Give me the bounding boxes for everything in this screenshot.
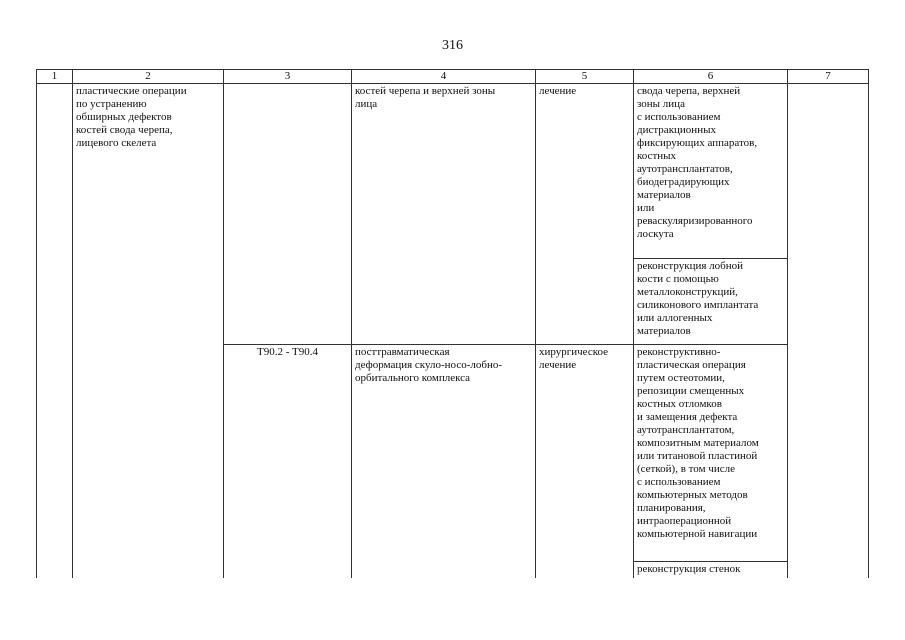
col-header-1: 1 bbox=[37, 70, 73, 84]
extra-cell bbox=[788, 84, 869, 579]
col-header-4: 4 bbox=[352, 70, 536, 84]
method-cell: свода черепа, верхней зоны лица с использованием дистракционных фиксирующих аппаратов, костных аутотрансплантатов, биодеградирующих материалов или реваскуляризированного лоскута bbox=[634, 84, 788, 259]
number-cell bbox=[37, 84, 73, 579]
col-header-2: 2 bbox=[73, 70, 224, 84]
col-header-3: 3 bbox=[224, 70, 352, 84]
code-cell: T90.2 - T90.4 bbox=[224, 345, 352, 579]
procedures-table bbox=[36, 69, 869, 578]
diagnosis-cell: посттравматическая деформация скуло-носо-лобно- орбитального комплекса bbox=[352, 345, 536, 579]
treatment-cell: хирургическое лечение bbox=[536, 345, 634, 579]
col-header-5: 5 bbox=[536, 70, 634, 84]
method-cell: реконструктивно- пластическая операция путем остеотомии, репозиции смещенных костных отломков и замещения дефекта аутотрансплантатом, композитным материалом или титановой пластиной (сеткой), в том числе с использованием компьютерных методов планирования, интраоперационной компьютерной навигации bbox=[634, 345, 788, 562]
treatment-cell: лечение bbox=[536, 84, 634, 345]
method-cell: реконструкция стенок bbox=[634, 562, 788, 579]
method-cell: реконструкция лобной кости с помощью металлоконструкций, силиконового имплантата или аллогенных материалов bbox=[634, 259, 788, 345]
column-number-row bbox=[37, 70, 869, 84]
diagnosis-cell: костей черепа и верхней зоны лица bbox=[352, 84, 536, 345]
code-cell bbox=[224, 84, 352, 345]
table-row bbox=[37, 84, 869, 259]
col-header-6: 6 bbox=[634, 70, 788, 84]
operation-name-cell: пластические операции по устранению обширных дефектов костей свода черепа, лицевого скелета bbox=[73, 84, 224, 579]
col-header-7: 7 bbox=[788, 70, 869, 84]
page-number: 316 bbox=[442, 38, 463, 53]
